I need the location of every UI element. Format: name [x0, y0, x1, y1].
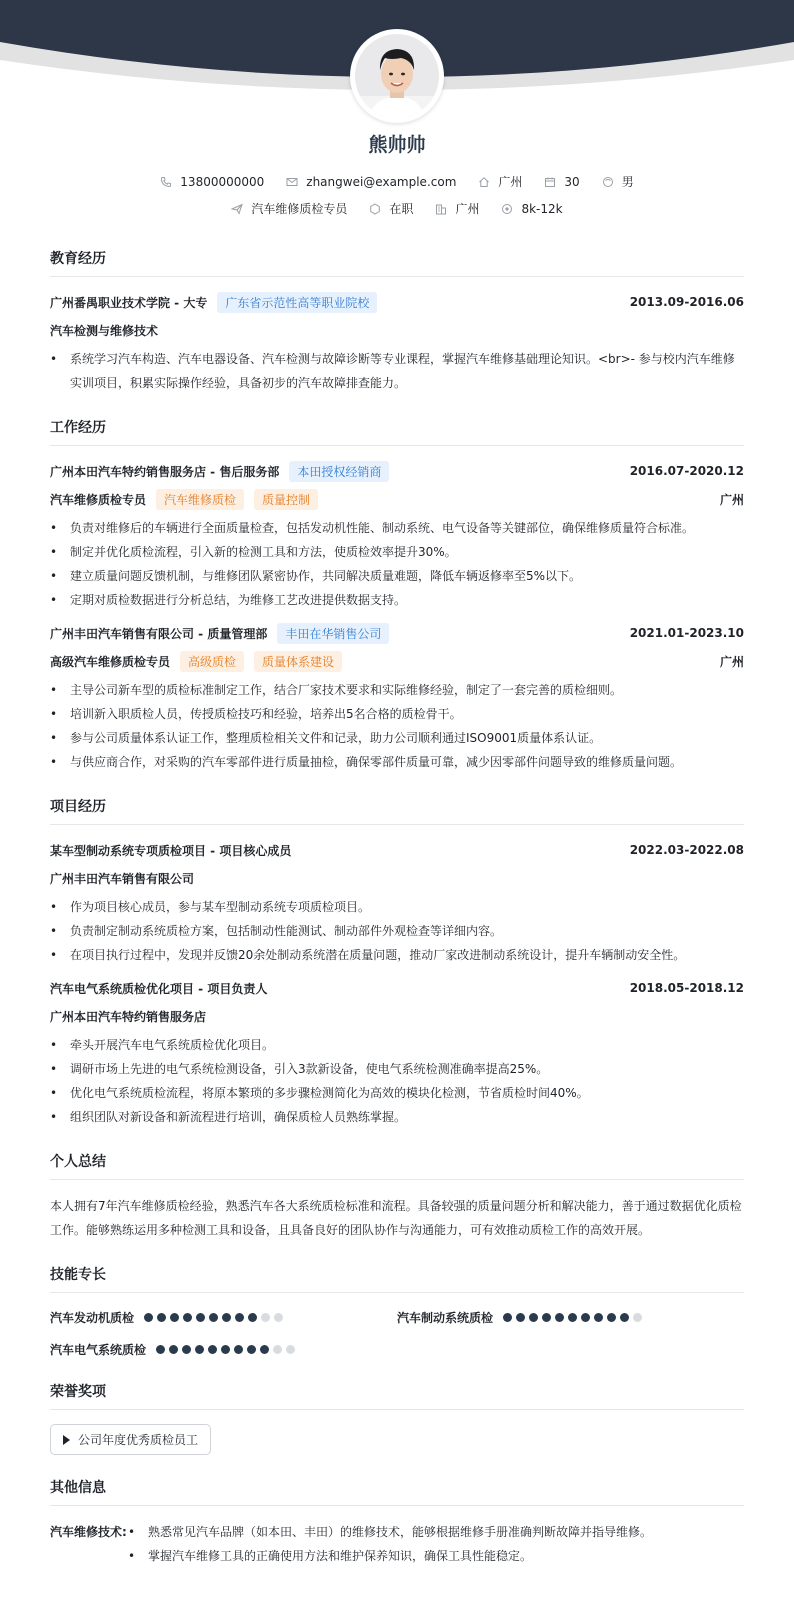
summary-text: 本人拥有7年汽车维修质检经验，熟悉汽车各大系统质检标准和流程。具备较强的质量问题分析和解决能力，善于通过数据优化质检工作。能够熟练运用多种检测工具和设备，且具备良好的团队协作与沟通能力，可有效推动质检工作的高效开展。 — [50, 1199, 742, 1237]
status-item — [369, 200, 413, 217]
candidate-name: 熊帅帅 — [368, 134, 426, 156]
work-date: 2021.01-2023.10 — [629, 626, 744, 640]
skills-section — [50, 1264, 744, 1359]
skill-name: 汽车制动系统质检 — [397, 1310, 494, 1325]
project-bullets — [50, 1033, 744, 1129]
skill-dot-filled — [183, 1313, 192, 1322]
skill-dot-filled — [529, 1313, 538, 1322]
role-name: 高级汽车维修质检专员 — [50, 654, 171, 669]
company-name: 广州丰田汽车销售有限公司 - 质量管理部 — [50, 626, 268, 641]
contact-row — [0, 173, 794, 190]
skill-dot-filled — [156, 1345, 165, 1354]
skill-dot-filled — [503, 1313, 512, 1322]
skill-dot-filled — [248, 1313, 257, 1322]
city-text: 广州 — [498, 175, 523, 189]
skill-dot-filled — [234, 1345, 243, 1354]
list-item: • 负责制定制动系统质检方案，包括制动性能测试、制动部件外观检查等详细内容。 — [50, 919, 744, 943]
list-item: • 主导公司新车型的质检标准制定工作，结合厂家技术要求和实际维修经验，制定了一套完善的质检细则。 — [50, 678, 744, 702]
triangle-icon — [63, 1435, 70, 1445]
role-tag: 汽车维修质检 — [156, 489, 244, 510]
section-title: 荣誉奖项 — [50, 1381, 744, 1410]
list-item: • 参与公司质量体系认证工作，整理质检相关文件和记录，助力公司顺利通过ISO9001质量体系认证。 — [50, 726, 744, 750]
skill-dot-filled — [555, 1313, 564, 1322]
mail-icon — [286, 176, 298, 188]
education-date: 2013.09-2016.06 — [629, 295, 744, 309]
status-text: 在职 — [389, 202, 414, 216]
phone-text: 13800000000 — [180, 174, 265, 189]
position-text: 汽车维修质检专员 — [251, 202, 348, 216]
avatar — [350, 29, 444, 123]
education-bullets — [50, 347, 744, 395]
project-name: 汽车电气系统质检优化项目 - 项目负责人 — [50, 981, 268, 996]
project-bullets — [50, 895, 744, 967]
age-text: 30 — [564, 174, 580, 189]
list-item: • 优化电气系统质检流程，将原本繁琐的多步骤检测简化为高效的模块化检测，节省质检时间40%。 — [50, 1081, 744, 1105]
coin-icon — [501, 203, 513, 215]
target-city-item — [435, 200, 479, 217]
send-icon — [231, 203, 243, 215]
list-item: • 熟悉常见汽车品牌（如本田、丰田）的维修技术，能够根据维修手册准确判断故障并指导维修。 — [128, 1520, 652, 1544]
work-entry — [50, 622, 744, 774]
skill-dot-filled — [607, 1313, 616, 1322]
skill-item — [50, 1339, 397, 1359]
list-item: • 负责对维修后的车辆进行全面质量检查，包括发动机性能、制动系统、电气设备等关键部位，确保维修质量符合标准。 — [50, 516, 744, 540]
skill-dot-filled — [221, 1345, 230, 1354]
skill-level-dots — [144, 1313, 283, 1322]
home-icon — [478, 176, 490, 188]
award-badge — [50, 1424, 211, 1455]
avatar-photo — [355, 34, 439, 118]
skill-level-dots — [503, 1313, 642, 1322]
skill-dot-filled — [594, 1313, 603, 1322]
salary-text: 8k-12k — [521, 201, 563, 216]
project-date: 2022.03-2022.08 — [629, 843, 744, 857]
skill-dot-empty — [286, 1345, 295, 1354]
section-title: 项目经历 — [50, 796, 744, 825]
work-date: 2016.07-2020.12 — [629, 464, 744, 478]
project-entry — [50, 977, 744, 1129]
list-item: • 建立质量问题反馈机制，与维修团队紧密协作，共同解决质量难题，降低车辆返修率至5%以下。 — [50, 564, 744, 588]
list-item: • 调研市场上先进的电气系统检测设备，引入3款新设备，使电气系统检测准确率提高25%。 — [50, 1057, 744, 1081]
skill-level-dots — [156, 1345, 295, 1354]
skill-dot-filled — [568, 1313, 577, 1322]
skill-dot-filled — [516, 1313, 525, 1322]
target-city-text: 广州 — [455, 202, 480, 216]
major-name: 汽车检测与维修技术 — [50, 323, 159, 338]
position-item — [231, 200, 347, 217]
work-bullets — [50, 678, 744, 774]
skill-dot-filled — [222, 1313, 231, 1322]
list-item: • 系统学习汽车构造、汽车电器设备、汽车检测与故障诊断等专业课程，掌握汽车维修基础理论知识。<br>- 参与校内汽车维修实训项目，积累实际操作经验，具备初步的汽车故障排查能力。 — [50, 347, 744, 395]
list-item: • 牵头开展汽车电气系统质检优化项目。 — [50, 1033, 744, 1057]
other-label: 汽车维修技术: — [50, 1525, 127, 1539]
project-name: 某车型制动系统专项质检项目 - 项目核心成员 — [50, 843, 292, 858]
section-title: 教育经历 — [50, 248, 744, 277]
skill-name: 汽车发动机质检 — [50, 1310, 135, 1325]
project-org: 广州本田汽车特约销售服务店 — [50, 1009, 207, 1024]
skill-dot-filled — [195, 1345, 204, 1354]
skill-dot-filled — [542, 1313, 551, 1322]
skill-dot-filled — [170, 1313, 179, 1322]
skill-dot-filled — [581, 1313, 590, 1322]
work-section — [50, 417, 744, 774]
other-entry — [50, 1520, 744, 1576]
skill-dot-filled — [235, 1313, 244, 1322]
company-tag: 本田授权经销商 — [289, 461, 389, 482]
list-item: • 在项目执行过程中，发现并反馈20余处制动系统潜在质量问题，推动厂家改进制动系统设计，提升车辆制动安全性。 — [50, 943, 744, 967]
building-icon — [435, 203, 447, 215]
school-name: 广州番禺职业技术学院 - 大专 — [50, 295, 208, 310]
role-name: 汽车维修质检专员 — [50, 492, 147, 507]
gender-item — [602, 173, 634, 190]
work-bullets — [50, 516, 744, 612]
skill-dot-empty — [273, 1345, 282, 1354]
phone-item — [160, 175, 264, 189]
skill-dot-filled — [209, 1313, 218, 1322]
list-item: • 组织团队对新设备和新流程进行培训，确保质检人员熟练掌握。 — [50, 1105, 744, 1129]
skill-dot-filled — [157, 1313, 166, 1322]
list-item: • 制定并优化质检流程，引入新的检测工具和方法，使质检效率提升30%。 — [50, 540, 744, 564]
skill-dot-empty — [261, 1313, 270, 1322]
skill-dot-filled — [196, 1313, 205, 1322]
education-entry — [50, 291, 744, 395]
list-item: • 定期对质检数据进行分析总结，为维修工艺改进提供数据支持。 — [50, 588, 744, 612]
skill-dot-filled — [247, 1345, 256, 1354]
role-tag: 质量体系建设 — [254, 651, 342, 672]
skill-dot-filled — [260, 1345, 269, 1354]
company-name: 广州本田汽车特约销售服务店 - 售后服务部 — [50, 464, 280, 479]
other-section — [50, 1477, 744, 1576]
status-icon — [369, 203, 381, 215]
list-item: • 掌握汽车维修工具的正确使用方法和维护保养知识，确保工具性能稳定。 — [128, 1544, 652, 1568]
project-org: 广州丰田汽车销售有限公司 — [50, 871, 195, 886]
project-entry — [50, 839, 744, 967]
work-city: 广州 — [719, 654, 744, 669]
company-tag: 丰田在华销售公司 — [277, 623, 389, 644]
skills-grid — [50, 1307, 744, 1359]
gender-text: 男 — [621, 175, 634, 189]
school-tag: 广东省示范性高等职业院校 — [217, 292, 377, 313]
email-text: zhangwei@example.com — [306, 174, 457, 189]
work-entry — [50, 460, 744, 612]
skill-dot-empty — [633, 1313, 642, 1322]
skill-name: 汽车电气系统质检 — [50, 1342, 147, 1357]
gender-icon — [602, 176, 614, 188]
list-item: • 培训新入职质检人员，传授质检技巧和经验，培养出5名合格的质检骨干。 — [50, 702, 744, 726]
awards-section — [50, 1381, 744, 1455]
award-name: 公司年度优秀质检员工 — [78, 1433, 199, 1447]
work-city: 广州 — [719, 492, 744, 507]
skill-dot-empty — [274, 1313, 283, 1322]
city-item — [478, 173, 522, 190]
project-date: 2018.05-2018.12 — [629, 981, 744, 995]
job-intent-row — [0, 200, 794, 217]
section-title: 工作经历 — [50, 417, 744, 446]
skill-dot-filled — [169, 1345, 178, 1354]
education-section — [50, 248, 744, 395]
skill-dot-filled — [208, 1345, 217, 1354]
skill-item — [397, 1307, 744, 1327]
summary-section — [50, 1151, 744, 1242]
projects-section — [50, 796, 744, 1129]
list-item: • 与供应商合作，对采购的汽车零部件进行质量抽检，确保零部件质量可靠，减少因零部件问题导致的维修质量问题。 — [50, 750, 744, 774]
section-title: 个人总结 — [50, 1151, 744, 1180]
skill-dot-filled — [182, 1345, 191, 1354]
calendar-icon — [544, 176, 556, 188]
section-title: 其他信息 — [50, 1477, 744, 1506]
salary-item — [501, 202, 562, 216]
list-item: • 作为项目核心成员，参与某车型制动系统专项质检项目。 — [50, 895, 744, 919]
role-tag: 高级质检 — [180, 651, 244, 672]
role-tag: 质量控制 — [254, 489, 318, 510]
skill-item — [50, 1307, 397, 1327]
skill-dot-filled — [144, 1313, 153, 1322]
age-item — [544, 175, 579, 189]
resume-body — [50, 248, 744, 1598]
skill-dot-filled — [620, 1313, 629, 1322]
phone-icon — [160, 176, 172, 188]
email-item — [286, 175, 456, 189]
section-title: 技能专长 — [50, 1264, 744, 1293]
other-bullets — [128, 1520, 652, 1568]
